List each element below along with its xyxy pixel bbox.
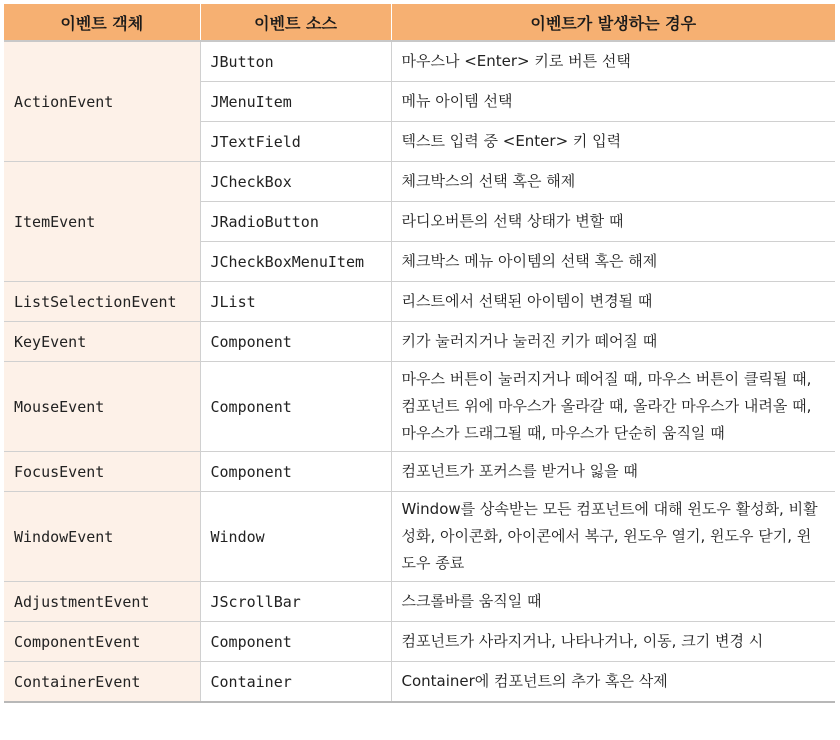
event-condition-cell: Window를 상속받는 모든 컴포넌트에 대해 윈도우 활성화, 비활성화, 아이콘화, 아이콘에서 복구, 윈도우 열기, 윈도우 닫기, 윈도우 종료 [391, 492, 835, 582]
event-source-cell: JCheckBox [200, 162, 391, 202]
event-condition-cell: 메뉴 아이템 선택 [391, 82, 835, 122]
event-condition-cell: 컴포넌트가 사라지거나, 나타나거나, 이동, 크기 변경 시 [391, 622, 835, 662]
event-source-cell: Window [200, 492, 391, 582]
table-row [4, 322, 835, 362]
event-condition-cell: 리스트에서 선택된 아이템이 변경될 때 [391, 282, 835, 322]
event-condition-cell: 라디오버튼의 선택 상태가 변할 때 [391, 202, 835, 242]
event-source-cell: Component [200, 622, 391, 662]
header-event-object: 이벤트 객체 [4, 4, 200, 41]
table-row [4, 282, 835, 322]
table-row [4, 162, 835, 202]
event-source-cell: JButton [200, 41, 391, 82]
table-row [4, 452, 835, 492]
table-row [4, 41, 835, 82]
event-source-cell: JTextField [200, 122, 391, 162]
event-object-cell: FocusEvent [4, 452, 200, 492]
table-body [4, 41, 835, 702]
header-row [4, 4, 835, 41]
event-condition-cell: 마우스 버튼이 눌러지거나 떼어질 때, 마우스 버튼이 클릭될 때, 컴포넌트 위에 마우스가 올라갈 때, 올라간 마우스가 내려올 때, 마우스가 드래그될 때, 마우스가 단순히 움직일 때 [391, 362, 835, 452]
event-object-cell: ItemEvent [4, 162, 200, 282]
header-event-source: 이벤트 소스 [200, 4, 391, 41]
event-source-cell: JRadioButton [200, 202, 391, 242]
event-condition-cell: 텍스트 입력 중 <Enter> 키 입력 [391, 122, 835, 162]
event-object-cell: ContainerEvent [4, 662, 200, 703]
event-object-cell: KeyEvent [4, 322, 200, 362]
event-condition-cell: 체크박스 메뉴 아이템의 선택 혹은 해제 [391, 242, 835, 282]
table-row [4, 582, 835, 622]
table-row [4, 362, 835, 452]
table-row [4, 492, 835, 582]
event-condition-cell: 스크롤바를 움직일 때 [391, 582, 835, 622]
event-condition-cell: Container에 컴포넌트의 추가 혹은 삭제 [391, 662, 835, 703]
header-event-condition: 이벤트가 발생하는 경우 [391, 4, 835, 41]
table-row [4, 622, 835, 662]
event-condition-cell: 마우스나 <Enter> 키로 버튼 선택 [391, 41, 835, 82]
event-object-cell: MouseEvent [4, 362, 200, 452]
event-source-cell: JList [200, 282, 391, 322]
event-source-cell: JScrollBar [200, 582, 391, 622]
event-table [4, 4, 835, 703]
event-table-container [4, 4, 835, 703]
event-source-cell: Component [200, 362, 391, 452]
event-source-cell: JMenuItem [200, 82, 391, 122]
table-row [4, 662, 835, 703]
event-object-cell: WindowEvent [4, 492, 200, 582]
event-condition-cell: 체크박스의 선택 혹은 해제 [391, 162, 835, 202]
event-object-cell: AdjustmentEvent [4, 582, 200, 622]
event-source-cell: Component [200, 452, 391, 492]
event-object-cell: ListSelectionEvent [4, 282, 200, 322]
event-object-cell: ComponentEvent [4, 622, 200, 662]
event-condition-cell: 키가 눌러지거나 눌러진 키가 떼어질 때 [391, 322, 835, 362]
event-source-cell: Container [200, 662, 391, 703]
event-source-cell: Component [200, 322, 391, 362]
event-source-cell: JCheckBoxMenuItem [200, 242, 391, 282]
event-condition-cell: 컴포넌트가 포커스를 받거나 잃을 때 [391, 452, 835, 492]
event-object-cell: ActionEvent [4, 41, 200, 162]
